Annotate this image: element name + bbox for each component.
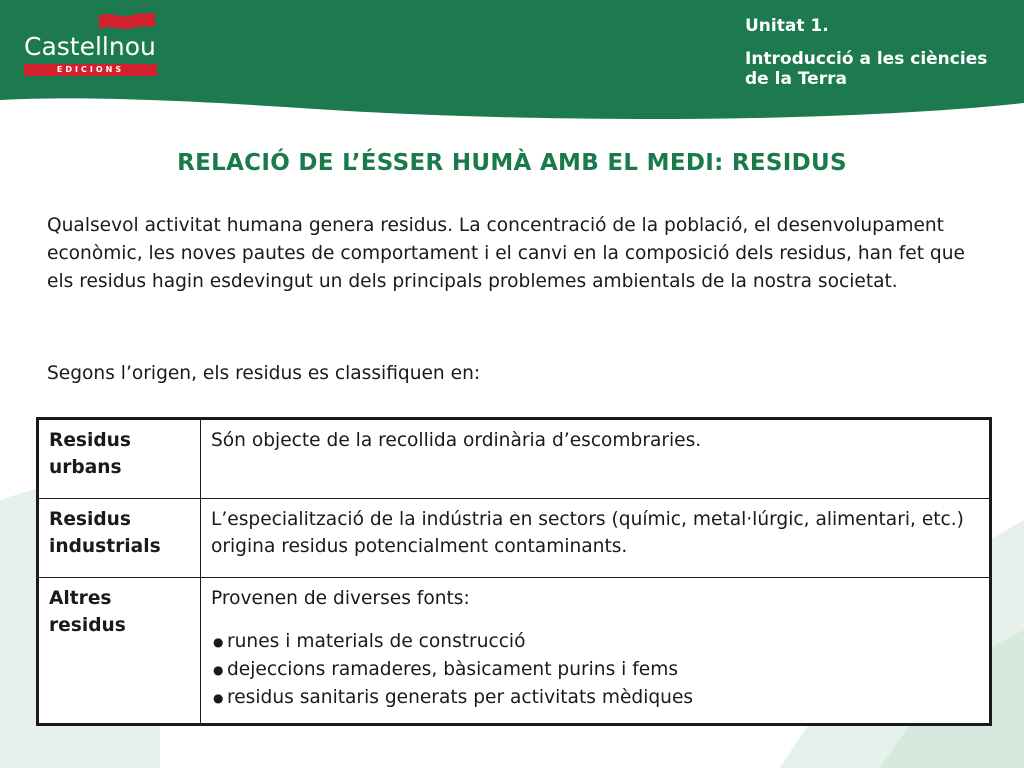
category-cell <box>38 499 201 578</box>
table-row <box>38 499 991 578</box>
list-item <box>211 656 979 684</box>
residus-table <box>36 417 992 726</box>
table-row <box>38 578 991 725</box>
unit-title: Unitat 1. <box>745 16 829 36</box>
list-item-text: dejeccions ramaderes, bàsicament purins i fems <box>227 659 679 680</box>
bullet-icon: ● <box>213 663 224 677</box>
category-cell <box>38 419 201 499</box>
bullet-icon: ● <box>213 691 224 705</box>
list-item <box>211 684 979 712</box>
brand-sub: EDICIONS <box>56 65 125 74</box>
description-text: Provenen de diverses fonts: <box>211 588 470 609</box>
category-label: Residus urbans <box>49 430 131 478</box>
bullet-icon: ● <box>213 635 224 649</box>
category-label: Residus industrials <box>49 509 161 557</box>
list-item <box>211 628 979 656</box>
category-cell <box>38 578 201 725</box>
unit-block <box>745 15 1015 89</box>
header-band <box>0 0 1024 125</box>
brand-name: Castellnou <box>24 32 156 61</box>
list-item-text: residus sanitaris generats per activitats mèdiques <box>227 687 694 708</box>
unit-subtitle: Introducció a les ciències de la Terra <box>745 49 988 89</box>
flag-icon <box>97 10 157 34</box>
category-label: Altres residus <box>49 588 126 636</box>
description-text: Són objecte de la recollida ordinària d’escombraries. <box>211 430 702 451</box>
intro-paragraph: Qualsevol activitat humana genera residus. La concentració de la població, el desenvolupament econòmic, les noves pautes de comportament i el canvi en la composició dels residus, han fet que els residus hagin esdevingut un dels principals problemes ambientals de la nostra societat. <box>47 215 965 292</box>
brand-sub-bar <box>24 64 157 76</box>
description-cell <box>201 499 991 578</box>
sources-list <box>211 628 979 712</box>
page-title: RELACIÓ DE L’ÉSSER HUMÀ AMB EL MEDI: RESIDUS <box>177 150 847 176</box>
lead-paragraph: Segons l’origen, els residus es classifiquen en: <box>47 363 481 384</box>
table-row <box>38 419 991 499</box>
list-item-text: runes i materials de construcció <box>227 631 526 652</box>
description-text: L’especialització de la indústria en sectors (químic, metal·lúrgic, alimentari, etc.) origina residus potencialment contaminants. <box>211 509 964 557</box>
description-cell <box>201 578 991 725</box>
brand-logo <box>22 12 160 78</box>
description-cell <box>201 419 991 499</box>
